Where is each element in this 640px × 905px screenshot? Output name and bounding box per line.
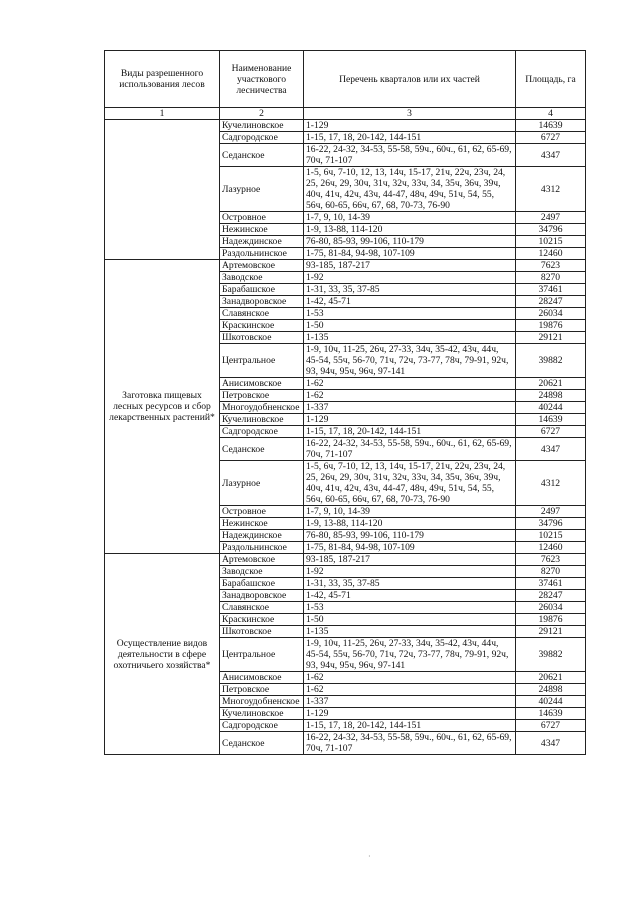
area-cell: 2497 [516,212,586,224]
area-cell: 7623 [516,554,586,566]
area-cell: 6727 [516,426,586,438]
forestry-name-cell: Заводское [220,272,304,284]
area-cell: 4347 [516,438,586,461]
quarters-cell: 1-62 [304,378,516,390]
quarters-cell: 1-92 [304,566,516,578]
area-cell: 40244 [516,402,586,414]
table-row [105,260,586,272]
quarters-cell: 1-42, 45-71 [304,296,516,308]
area-cell: 14639 [516,120,586,132]
forestry-name-cell: Краскинское [220,320,304,332]
area-cell: 12460 [516,542,586,554]
header-kind: Виды разрешенного использования лесов [105,51,220,108]
quarters-cell: 1-129 [304,120,516,132]
area-cell: 19876 [516,320,586,332]
quarters-cell: 93-185, 187-217 [304,554,516,566]
area-cell: 12460 [516,248,586,260]
forestry-name-cell: Седанское [220,438,304,461]
area-cell: 37461 [516,284,586,296]
header-forestry: Наименование участкового лесничества [220,51,304,108]
area-cell: 2497 [516,506,586,518]
forestry-name-cell: Артемовское [220,554,304,566]
area-cell: 6727 [516,132,586,144]
area-cell: 20621 [516,672,586,684]
header-area: Площадь, га [516,51,586,108]
forestry-name-cell: Шкотовское [220,332,304,344]
forestry-name-cell: Седанское [220,732,304,755]
quarters-cell: 1-9, 10ч, 11-25, 26ч, 27-33, 34ч, 35-42, 43ч, 44ч, 45-54, 55ч, 56-70, 71ч, 72ч, 73-77, 78ч, 79-91, 92ч, 93, 94ч, 95ч, 96ч, 97-141 [304,638,516,672]
forestry-name-cell: Занадворовское [220,590,304,602]
column-number: 4 [516,108,586,120]
column-number-row [105,108,586,120]
area-cell: 4312 [516,461,586,506]
forestry-name-cell: Барабашское [220,578,304,590]
forestry-name-cell: Занадворовское [220,296,304,308]
quarters-cell: 1-135 [304,626,516,638]
forestry-name-cell: Надеждинское [220,236,304,248]
use-kind-cell: Осуществление видов деятельности в сфере охотничьего хозяйства* [105,554,220,755]
forestry-name-cell: Лазурное [220,461,304,506]
forestry-name-cell: Славянское [220,602,304,614]
area-cell: 34796 [516,224,586,236]
area-cell: 29121 [516,332,586,344]
area-cell: 8270 [516,566,586,578]
quarters-cell: 16-22, 24-32, 34-53, 55-58, 59ч., 60ч., 61, 62, 65-69, 70ч, 71-107 [304,144,516,167]
forestry-name-cell: Садгородское [220,720,304,732]
quarters-cell: 1-9, 13-88, 114-120 [304,518,516,530]
forestry-name-cell: Славянское [220,308,304,320]
quarters-cell: 1-9, 13-88, 114-120 [304,224,516,236]
forestry-name-cell: Центральное [220,638,304,672]
area-cell: 40244 [516,696,586,708]
area-cell: 8270 [516,272,586,284]
area-cell: 39882 [516,638,586,672]
forestry-name-cell: Раздольнинское [220,248,304,260]
column-number: 1 [105,108,220,120]
quarters-cell: 1-50 [304,614,516,626]
forestry-name-cell: Седанское [220,144,304,167]
area-cell: 24898 [516,684,586,696]
quarters-cell: 16-22, 24-32, 34-53, 55-58, 59ч., 60ч., 61, 62, 65-69, 70ч, 71-107 [304,438,516,461]
quarters-cell: 76-80, 85-93, 99-106, 110-179 [304,236,516,248]
quarters-cell: 1-31, 33, 35, 37-85 [304,578,516,590]
quarters-cell: 1-50 [304,320,516,332]
area-cell: 10215 [516,236,586,248]
forestry-name-cell: Надеждинское [220,530,304,542]
forestry-name-cell: Анисимовское [220,672,304,684]
quarters-cell: 1-15, 17, 18, 20-142, 144-151 [304,132,516,144]
area-cell: 7623 [516,260,586,272]
area-cell: 4347 [516,144,586,167]
table-row [105,554,586,566]
forestry-name-cell: Нежинское [220,518,304,530]
quarters-cell: 1-5, 6ч, 7-10, 12, 13, 14ч, 15-17, 21ч, 22ч, 23ч, 24, 25, 26ч, 29, 30ч, 31ч, 32ч, 33ч, 34, 35ч, 36ч, 39ч, 40ч, 41ч, 42ч, 43ч, 44-47, 48ч, 49ч, 51ч, 54, 55, 56ч, 60-65, 66ч, 67, 68, 70-73, 76-90 [304,167,516,212]
forestry-name-cell: Кучелиновское [220,414,304,426]
area-cell: 24898 [516,390,586,402]
quarters-cell: 1-129 [304,708,516,720]
quarters-cell: 1-337 [304,402,516,414]
area-cell: 26034 [516,308,586,320]
forestry-name-cell: Анисимовское [220,378,304,390]
table-row [105,120,586,132]
forestry-name-cell: Островное [220,506,304,518]
area-cell: 37461 [516,578,586,590]
quarters-cell: 93-185, 187-217 [304,260,516,272]
forestry-name-cell: Раздольнинское [220,542,304,554]
quarters-cell: 1-7, 9, 10, 14-39 [304,212,516,224]
table-header-row [105,51,586,108]
forestry-name-cell: Многоудобненское [220,402,304,414]
scan-mark: · [368,852,371,861]
use-kind-cell [105,120,220,260]
table-body [105,120,586,755]
area-cell: 20621 [516,378,586,390]
column-number: 2 [220,108,304,120]
header-quarters: Перечень кварталов или их частей [304,51,516,108]
quarters-cell: 1-129 [304,414,516,426]
quarters-cell: 1-15, 17, 18, 20-142, 144-151 [304,426,516,438]
forestry-name-cell: Кучелиновское [220,120,304,132]
quarters-cell: 1-337 [304,696,516,708]
quarters-cell: 1-62 [304,390,516,402]
forestry-name-cell: Петровское [220,684,304,696]
quarters-cell: 1-62 [304,684,516,696]
area-cell: 4347 [516,732,586,755]
area-cell: 39882 [516,344,586,378]
forestry-name-cell: Заводское [220,566,304,578]
area-cell: 14639 [516,414,586,426]
forestry-name-cell: Лазурное [220,167,304,212]
area-cell: 26034 [516,602,586,614]
quarters-cell: 1-75, 81-84, 94-98, 107-109 [304,542,516,554]
forestry-name-cell: Центральное [220,344,304,378]
quarters-cell: 1-75, 81-84, 94-98, 107-109 [304,248,516,260]
quarters-cell: 1-53 [304,602,516,614]
forestry-name-cell: Краскинское [220,614,304,626]
area-cell: 6727 [516,720,586,732]
forestry-name-cell: Кучелиновское [220,708,304,720]
forest-use-table [104,50,586,755]
area-cell: 4312 [516,167,586,212]
forestry-name-cell: Садгородское [220,426,304,438]
quarters-cell: 1-53 [304,308,516,320]
quarters-cell: 1-62 [304,672,516,684]
quarters-cell: 1-15, 17, 18, 20-142, 144-151 [304,720,516,732]
forestry-name-cell: Нежинское [220,224,304,236]
forestry-name-cell: Садгородское [220,132,304,144]
quarters-cell: 1-9, 10ч, 11-25, 26ч, 27-33, 34ч, 35-42, 43ч, 44ч, 45-54, 55ч, 56-70, 71ч, 72ч, 73-77, 78ч, 79-91, 92ч, 93, 94ч, 95ч, 96ч, 97-141 [304,344,516,378]
area-cell: 14639 [516,708,586,720]
quarters-cell: 1-92 [304,272,516,284]
area-cell: 19876 [516,614,586,626]
column-number: 3 [304,108,516,120]
quarters-cell: 76-80, 85-93, 99-106, 110-179 [304,530,516,542]
forestry-name-cell: Петровское [220,390,304,402]
forestry-name-cell: Шкотовское [220,626,304,638]
area-cell: 28247 [516,590,586,602]
quarters-cell: 1-31, 33, 35, 37-85 [304,284,516,296]
forestry-name-cell: Островное [220,212,304,224]
area-cell: 28247 [516,296,586,308]
forestry-name-cell: Барабашское [220,284,304,296]
area-cell: 34796 [516,518,586,530]
area-cell: 29121 [516,626,586,638]
area-cell: 10215 [516,530,586,542]
forestry-name-cell: Артемовское [220,260,304,272]
quarters-cell: 16-22, 24-32, 34-53, 55-58, 59ч., 60ч., 61, 62, 65-69, 70ч, 71-107 [304,732,516,755]
forestry-name-cell: Многоудобненское [220,696,304,708]
use-kind-cell: Заготовка пищевых лесных ресурсов и сбор лекарственных растений* [105,260,220,554]
quarters-cell: 1-42, 45-71 [304,590,516,602]
quarters-cell: 1-7, 9, 10, 14-39 [304,506,516,518]
quarters-cell: 1-135 [304,332,516,344]
quarters-cell: 1-5, 6ч, 7-10, 12, 13, 14ч, 15-17, 21ч, 22ч, 23ч, 24, 25, 26ч, 29, 30ч, 31ч, 32ч, 33ч, 34, 35ч, 36ч, 39ч, 40ч, 41ч, 42ч, 43ч, 44-47, 48ч, 49ч, 51ч, 54, 55, 56ч, 60-65, 66ч, 67, 68, 70-73, 76-90 [304,461,516,506]
